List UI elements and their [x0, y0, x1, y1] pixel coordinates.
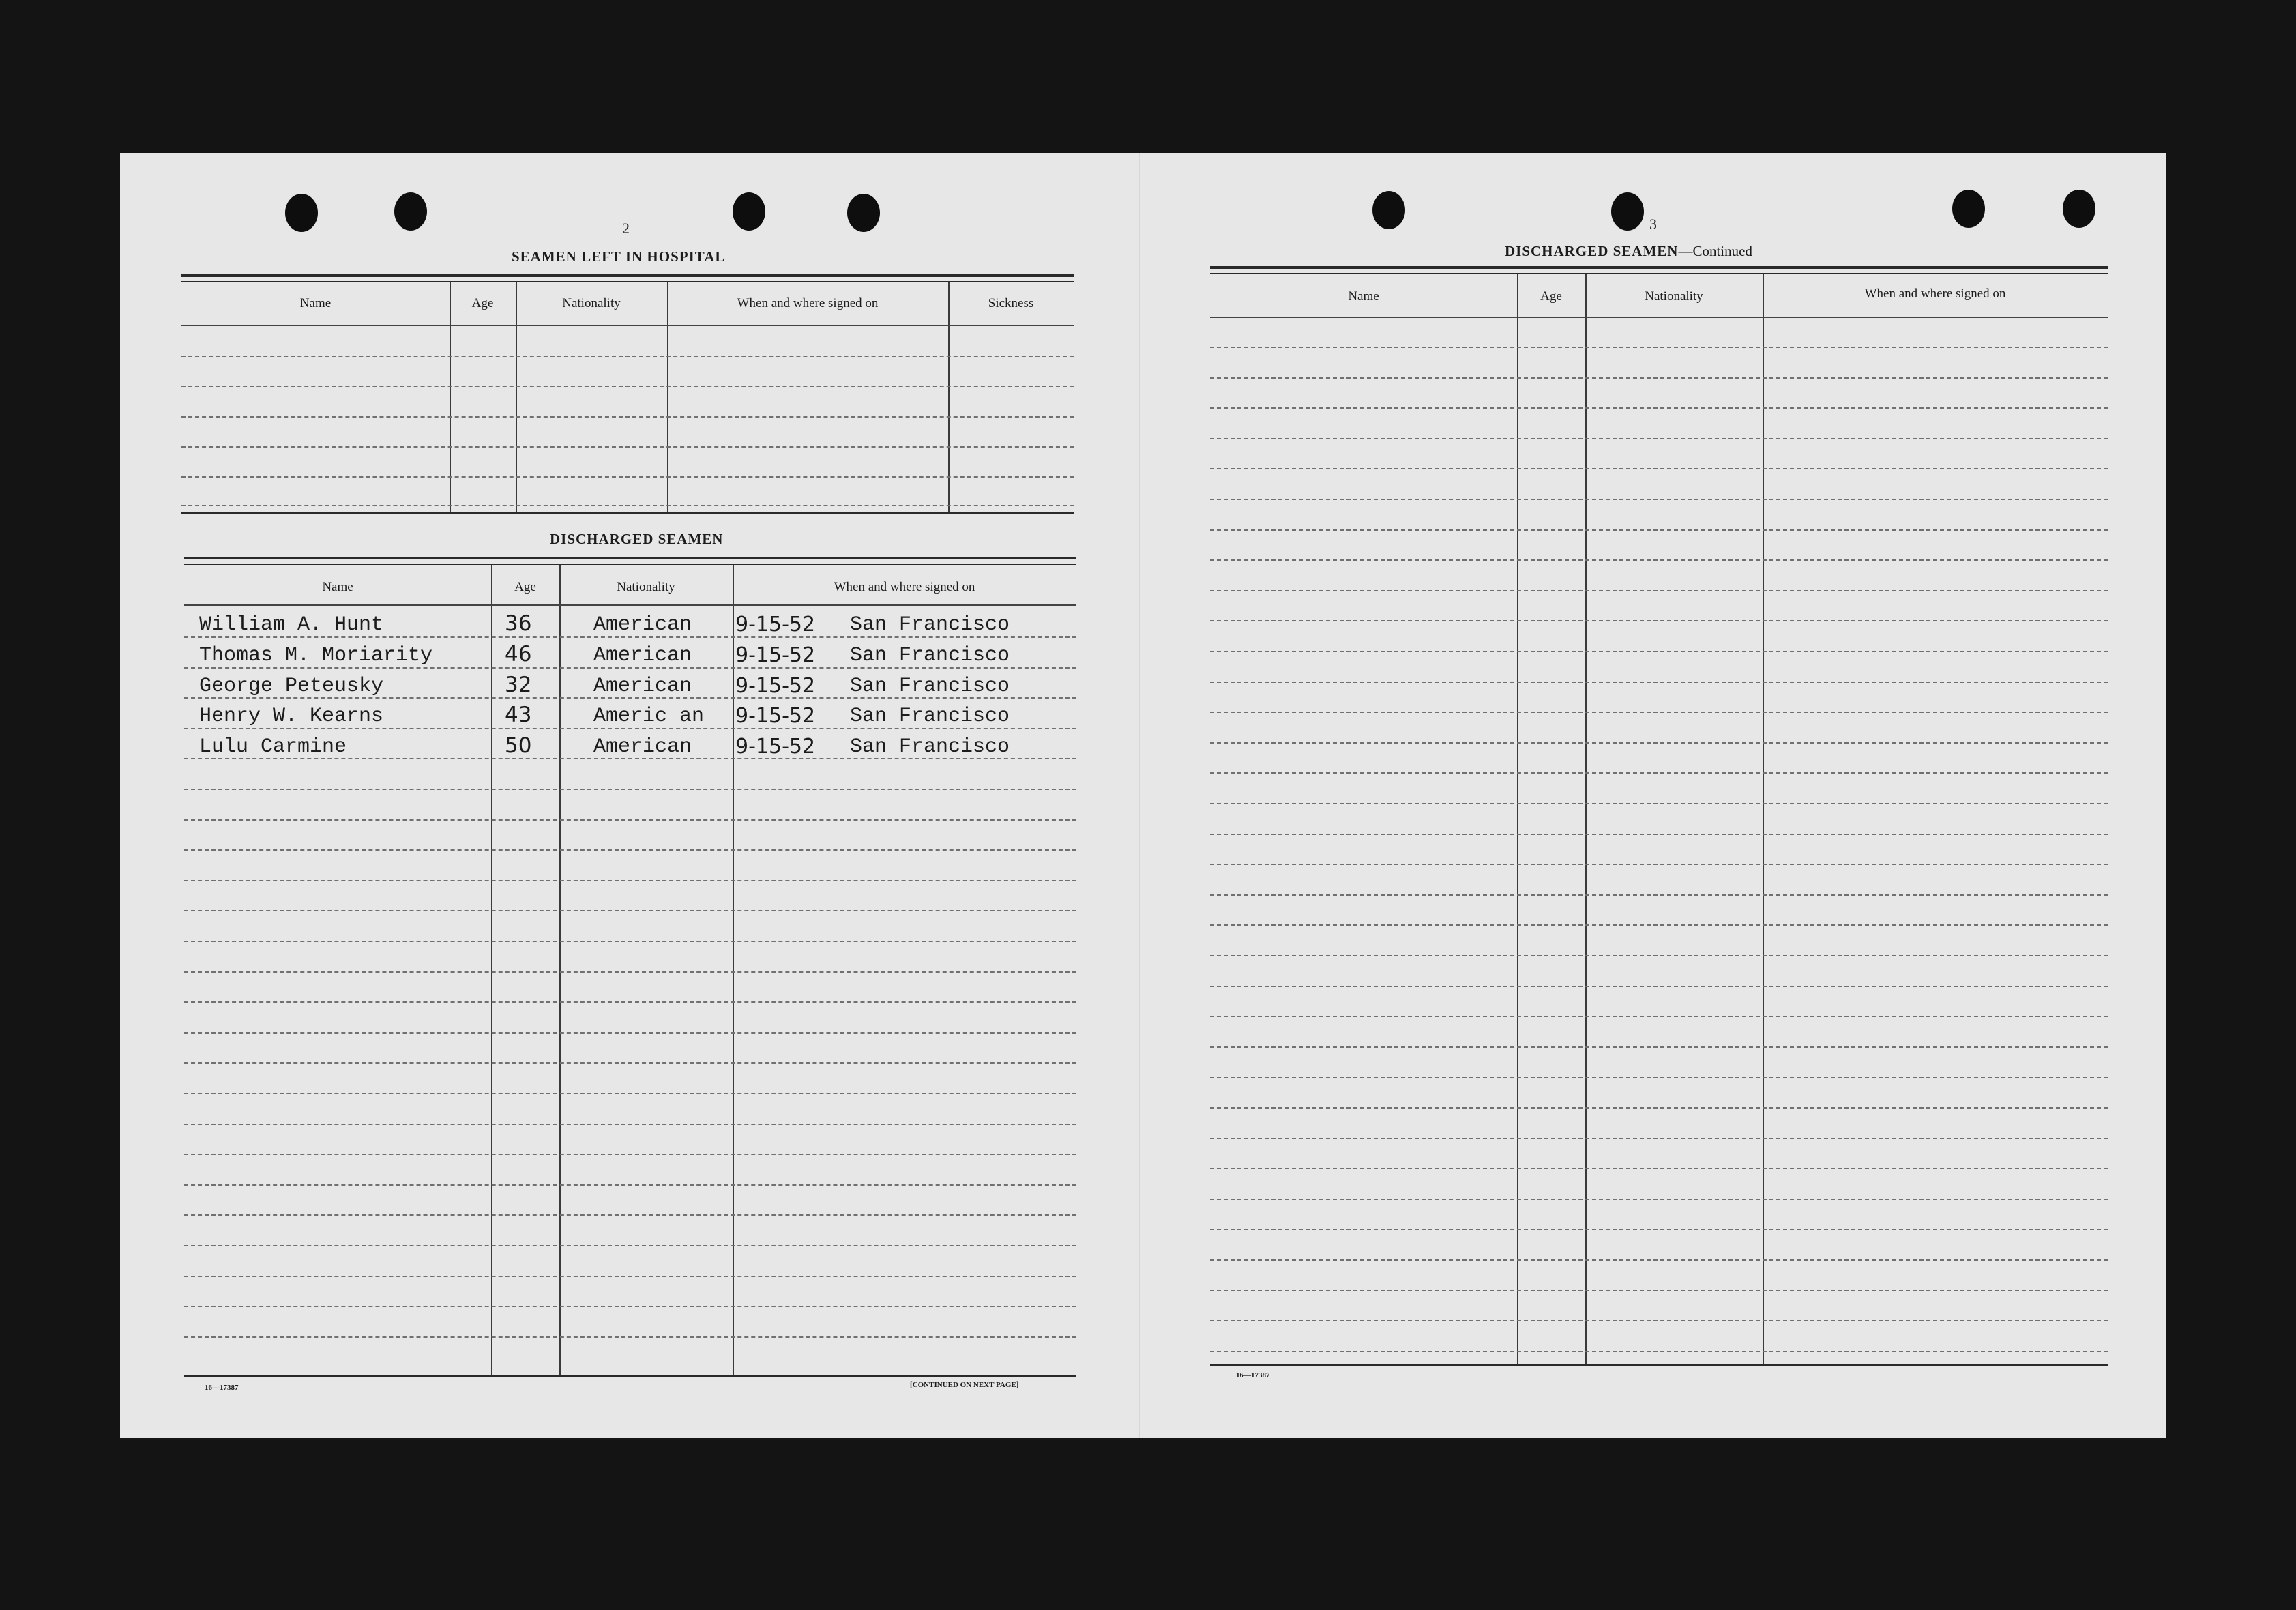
row-rule	[1210, 1046, 2108, 1048]
seaman-nationality: Americ an	[593, 705, 705, 728]
punch-hole	[847, 194, 880, 232]
row-rule	[1210, 834, 2108, 835]
discharged-continued-title: DISCHARGED SEAMEN—Continued	[1505, 243, 1752, 259]
row-rule	[1210, 1077, 2108, 1078]
signed-on-place: San Francisco	[850, 675, 1010, 698]
column-header-age: Age	[471, 296, 494, 310]
column-header-age: Age	[514, 580, 536, 594]
column-header-nationality: Nationality	[562, 296, 621, 310]
row-rule	[1210, 559, 2108, 561]
hospital-section-title: SEAMEN LEFT IN HOSPITAL	[512, 248, 726, 265]
column-header-signed-on: When and where signed on	[1864, 287, 2006, 301]
row-rule	[184, 1306, 1076, 1307]
seaman-nationality: American	[593, 613, 692, 636]
discharged-table	[184, 557, 1076, 1377]
row-rule	[1210, 742, 2108, 744]
row-rule	[1210, 986, 2108, 987]
seaman-name: Lulu Carmine	[199, 735, 347, 759]
row-rule	[1210, 651, 2108, 652]
row-rule	[1210, 1351, 2108, 1352]
row-rule	[1210, 590, 2108, 591]
row-rule	[184, 910, 1076, 911]
row-rule	[184, 1245, 1076, 1246]
row-rule	[1210, 1229, 2108, 1230]
column-header-signed-on: When and where signed on	[834, 580, 975, 594]
row-rule	[1210, 864, 2108, 865]
row-rule	[1210, 1138, 2108, 1139]
row-rule	[1210, 803, 2108, 804]
row-rule	[1210, 1168, 2108, 1169]
row-rule	[184, 1336, 1076, 1338]
row-rule	[184, 1276, 1076, 1277]
continued-note: [CONTINUED ON NEXT PAGE]	[910, 1381, 1019, 1389]
row-rule	[1210, 468, 2108, 469]
row-rule	[184, 1032, 1076, 1034]
seaman-age: 50	[505, 733, 532, 758]
row-rule	[184, 880, 1076, 881]
signed-on-place: San Francisco	[850, 735, 1010, 759]
row-rule	[1210, 499, 2108, 500]
column-header-name: Name	[1348, 289, 1379, 304]
column-header-nationality: Nationality	[1645, 289, 1703, 304]
seaman-nationality: American	[593, 675, 692, 698]
row-rule	[1210, 1320, 2108, 1321]
row-rule	[1210, 924, 2108, 926]
signed-on-date: 9-15-52	[735, 674, 816, 698]
row-rule	[184, 1124, 1076, 1125]
row-rule	[1210, 772, 2108, 774]
seaman-name: William A. Hunt	[199, 613, 384, 636]
signed-on-place: San Francisco	[850, 613, 1010, 636]
punch-hole	[733, 192, 765, 231]
discharged-continued-table	[1210, 266, 2108, 1366]
form-number: 16—17387	[1236, 1371, 1270, 1379]
seaman-name: George Peteusky	[199, 675, 384, 698]
signed-on-date: 9-15-52	[735, 643, 816, 667]
row-rule	[1210, 1199, 2108, 1200]
row-rule	[184, 1062, 1076, 1064]
row-rule	[184, 789, 1076, 790]
column-header-name: Name	[299, 296, 332, 310]
row-rule	[184, 1093, 1076, 1094]
column-header-age: Age	[1540, 289, 1562, 304]
seaman-age: 36	[505, 611, 532, 636]
row-rule	[184, 941, 1076, 942]
row-rule	[184, 971, 1076, 973]
row-rule	[1210, 1016, 2108, 1017]
signed-on-date: 9-15-52	[735, 735, 816, 759]
row-rule	[1210, 1290, 2108, 1291]
seaman-age: 46	[505, 642, 532, 667]
punch-hole	[2063, 190, 2095, 228]
row-rule	[1210, 347, 2108, 348]
column-header-name: Name	[322, 580, 353, 594]
signed-on-date: 9-15-52	[735, 613, 816, 636]
form-number: 16—17387	[205, 1384, 239, 1392]
row-rule	[1210, 529, 2108, 531]
column-header-signed-on: When and where signed on	[737, 296, 879, 310]
page-number: 3	[1649, 216, 1657, 233]
page-fold	[1139, 153, 1140, 1438]
punch-hole	[394, 192, 427, 231]
row-rule	[184, 728, 1076, 729]
row-rule	[1210, 955, 2108, 956]
row-rule	[184, 1154, 1076, 1155]
seaman-nationality: American	[593, 644, 692, 667]
seaman-name: Henry W. Kearns	[199, 705, 384, 728]
punch-hole	[1952, 190, 1985, 228]
column-header-sickness: Sickness	[988, 296, 1034, 310]
row-rule	[184, 1001, 1076, 1003]
row-rule	[1210, 438, 2108, 439]
signed-on-place: San Francisco	[850, 644, 1010, 667]
seaman-age: 43	[505, 703, 532, 727]
row-rule	[184, 1184, 1076, 1186]
document-sheet	[120, 153, 2166, 1438]
discharged-section-title: DISCHARGED SEAMEN	[550, 531, 724, 547]
row-rule	[1210, 1107, 2108, 1109]
page-number: 2	[622, 220, 630, 237]
seaman-nationality: American	[593, 735, 692, 759]
row-rule	[184, 849, 1076, 851]
seaman-name: Thomas M. Moriarity	[199, 644, 433, 667]
punch-hole	[1611, 192, 1644, 231]
signed-on-date: 9-15-52	[735, 704, 816, 728]
column-header-nationality: Nationality	[617, 580, 675, 594]
punch-hole	[1372, 191, 1405, 229]
row-rule	[184, 636, 1076, 638]
row-rule	[1210, 1259, 2108, 1261]
row-rule	[1210, 377, 2108, 379]
row-rule	[1210, 894, 2108, 896]
punch-hole	[285, 194, 318, 232]
row-rule	[1210, 620, 2108, 621]
signed-on-place: San Francisco	[850, 705, 1010, 728]
row-rule	[184, 819, 1076, 821]
row-rule	[1210, 712, 2108, 713]
seaman-age: 32	[505, 673, 532, 697]
row-rule	[1210, 407, 2108, 409]
hospital-table	[181, 274, 1074, 514]
row-rule	[184, 1214, 1076, 1216]
row-rule	[1210, 682, 2108, 683]
